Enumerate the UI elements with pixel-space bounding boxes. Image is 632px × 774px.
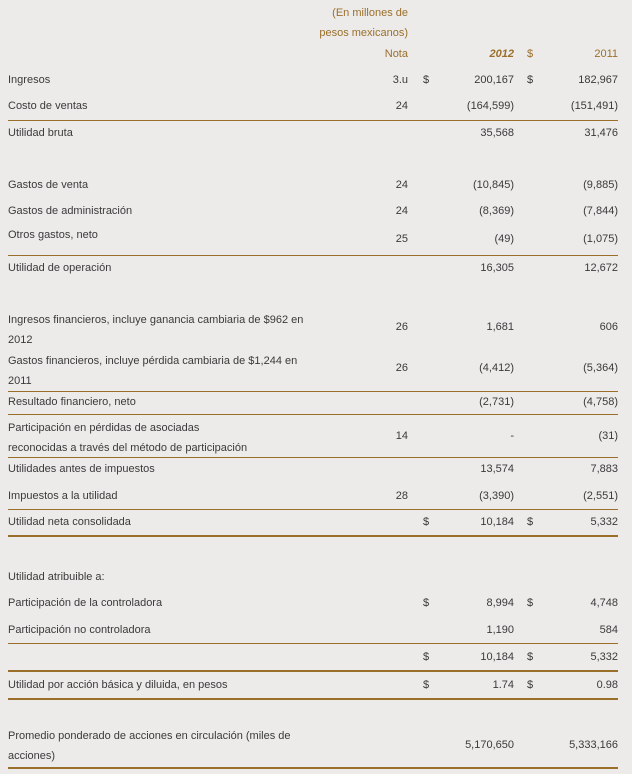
row-label — [8, 351, 297, 391]
year-2012-header: 2012 — [489, 48, 514, 60]
row-value-2011: (151,491) — [570, 100, 618, 112]
row-currency-2011: $ — [527, 516, 534, 528]
row-value-2011: (9,885) — [583, 179, 618, 191]
row-value-2012: 1,681 — [486, 321, 514, 333]
row-label-line2: reconocidas a través del método de participación — [8, 442, 248, 454]
row-value-2012: 8,994 — [486, 597, 514, 609]
row-value-2012: (49) — [494, 233, 514, 245]
row-nota: 25 — [395, 233, 408, 245]
divider — [8, 457, 618, 458]
row-label: Utilidades antes de impuestos — [8, 463, 155, 475]
row-value-2011: 7,883 — [590, 463, 618, 475]
row-value-2011: 4,748 — [590, 597, 618, 609]
row-value-2012: 1.74 — [492, 679, 514, 691]
row-nota: 26 — [395, 362, 408, 374]
row-currency-2012: $ — [423, 651, 430, 663]
row-label: Participación de la controladora — [8, 597, 163, 609]
unit-label-line2: pesos mexicanos) — [319, 27, 408, 39]
row-currency-2011: $ — [527, 597, 534, 609]
row-currency-2012: $ — [423, 679, 430, 691]
row-currency-2012: $ — [423, 516, 430, 528]
row-nota: 14 — [395, 430, 408, 442]
row-value-2011: (5,364) — [583, 362, 618, 374]
row-value-2012: 35,568 — [480, 127, 514, 139]
double-divider — [8, 535, 618, 537]
row-value-2012: (2,731) — [479, 396, 514, 408]
row-nota: 24 — [395, 100, 408, 112]
divider — [8, 414, 618, 415]
row-currency-2011: $ — [527, 74, 534, 86]
row-label-line2: 2011 — [8, 375, 32, 387]
row-value-2012: (4,412) — [479, 362, 514, 374]
row-label — [8, 310, 303, 350]
row-label-line1: Ingresos financieros, incluye ganancia cambiaria de $962 en — [8, 314, 304, 326]
row-label-line1: Promedio ponderado de acciones en circulación (miles de — [8, 730, 291, 742]
row-nota: 24 — [395, 205, 408, 217]
row-label-line2: acciones) — [8, 750, 56, 762]
row-value-2011: 606 — [599, 321, 618, 333]
row-value-2011: 584 — [599, 624, 618, 636]
row-value-2011: (7,844) — [583, 205, 618, 217]
row-value-2012: 10,184 — [480, 516, 514, 528]
row-value-2011: (31) — [598, 430, 618, 442]
row-label: Costo de ventas — [8, 100, 88, 112]
row-value-2012: 16,305 — [480, 262, 514, 274]
row-nota: 24 — [395, 179, 408, 191]
row-label: Utilidad por acción básica y diluida, en pesos — [8, 679, 228, 691]
unit-label-line1: (En millones de — [332, 7, 408, 19]
year-2011-header: 2011 — [594, 48, 618, 60]
row-value-2012: (8,369) — [479, 205, 514, 217]
divider — [8, 255, 618, 256]
divider — [8, 391, 618, 392]
row-currency-2012: $ — [423, 597, 430, 609]
row-value-2011: 5,332 — [590, 516, 618, 528]
row-label: Utilidad bruta — [8, 127, 73, 139]
row-value-2011: 0.98 — [596, 679, 618, 691]
row-label — [8, 418, 247, 458]
row-label: Otros gastos, neto — [8, 229, 98, 241]
row-label: Participación no controladora — [8, 624, 151, 636]
row-value-2012: (10,845) — [473, 179, 514, 191]
nota-header: Nota — [384, 48, 408, 60]
row-value-2011: 5,332 — [590, 651, 618, 663]
row-value-2012: (3,390) — [479, 490, 514, 502]
row-value-2011: (4,758) — [583, 396, 618, 408]
row-value-2011: 182,967 — [578, 74, 618, 86]
row-value-2012: 200,167 — [474, 74, 514, 86]
row-label: Ingresos — [8, 74, 51, 86]
divider — [8, 643, 618, 644]
row-value-2012: 5,170,650 — [465, 739, 514, 751]
row-value-2012: 13,574 — [480, 463, 514, 475]
row-label-line1: Gastos financieros, incluye pérdida cambiaria de $1,244 en — [8, 355, 298, 367]
row-value-2011: 5,333,166 — [569, 739, 618, 751]
double-divider — [8, 670, 618, 672]
double-divider — [8, 698, 618, 700]
row-label-line1: Participación en pérdidas de asociadas — [8, 422, 200, 434]
divider — [8, 120, 618, 121]
row-value-2011: (2,551) — [583, 490, 618, 502]
row-label: Gastos de venta — [8, 179, 89, 191]
row-value-2011: (1,075) — [583, 233, 618, 245]
row-currency-2011: $ — [527, 651, 534, 663]
row-value-2012: - — [510, 430, 514, 442]
row-nota: 26 — [395, 321, 408, 333]
row-value-2012: 1,190 — [486, 624, 514, 636]
row-label: Utilidad atribuible a: — [8, 571, 105, 583]
row-label-line2: 2012 — [8, 334, 33, 346]
row-label: Utilidad de operación — [8, 262, 112, 274]
divider — [8, 509, 618, 510]
row-value-2011: 31,476 — [584, 127, 618, 139]
row-value-2012: 10,184 — [480, 651, 514, 663]
row-nota: 3.u — [392, 74, 408, 86]
row-value-2011: 12,672 — [584, 262, 618, 274]
row-label: Utilidad neta consolidada — [8, 516, 131, 528]
row-label — [8, 726, 291, 766]
double-divider — [8, 767, 618, 769]
row-label: Gastos de administración — [8, 205, 133, 217]
row-label: Resultado financiero, neto — [8, 396, 136, 408]
row-value-2012: (164,599) — [466, 100, 514, 112]
row-label: Impuestos a la utilidad — [8, 490, 118, 502]
row-nota: 28 — [395, 490, 408, 502]
row-currency-2011: $ — [527, 679, 534, 691]
year-2012-currency-header: $ — [527, 48, 534, 60]
row-currency-2012: $ — [423, 74, 430, 86]
